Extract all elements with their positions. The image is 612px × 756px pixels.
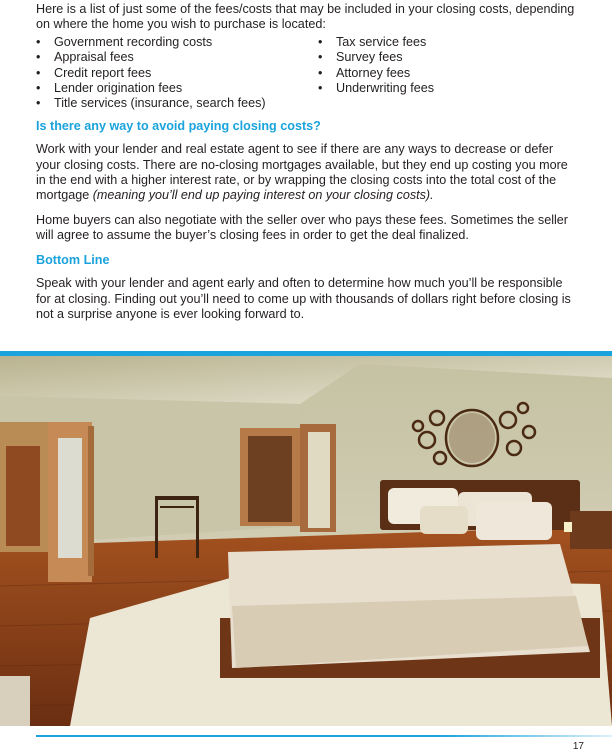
section-heading-avoid-costs: Is there any way to avoid paying closing costs? (36, 118, 321, 133)
bedroom-illustration (0, 356, 612, 726)
fee-item: • Lender origination fees (36, 81, 318, 96)
intro-paragraph: Here is a list of just some of the fees/costs that may be included in your closing costs, depending on where the home you wish to purchase is located: (36, 2, 575, 32)
fee-item: • Underwriting fees (318, 81, 434, 96)
paragraph-bottom-line: Speak with your lender and agent early and often to determine how much you’ll be responsible for at closing. Finding out you’ll need to come up with thousands of dollars right before closing is not a surprise anyone is ever looking forward to. (36, 276, 571, 321)
paragraph-lender (36, 142, 576, 204)
fee-item: • Tax service fees (318, 35, 434, 50)
page-number: 17 (572, 741, 584, 752)
paragraph-negotiate: Home buyers can also negotiate with the seller over who pays these fees. Sometimes the seller will agree to assume the buyer’s closing fees in order to get the deal finalized. (36, 212, 569, 243)
fees-list-left (36, 35, 318, 112)
paragraph-lender-text: Work with your lender and real estate agent to see if there are any ways to decrease or defer your closing costs. There are no-closing mortgages available, but they end up costing you more in the end with a higher interest rate, or by wrapping the closing costs into the total cost of the mortgage (36, 142, 568, 203)
page-content (36, 2, 576, 331)
fee-item: • Title services (insurance, search fees) (36, 96, 318, 111)
fee-item: • Government recording costs (36, 35, 318, 50)
paragraph-lender-italic: (meaning you’ll end up paying interest on your closing costs). (92, 188, 434, 203)
fee-item: • Survey fees (318, 50, 434, 65)
fee-item: • Attorney fees (318, 66, 434, 81)
fees-list (36, 35, 576, 112)
bedroom-photo (0, 351, 612, 726)
footer-rule (36, 735, 612, 737)
fees-list-right (318, 35, 434, 112)
fee-item: • Appraisal fees (36, 50, 318, 65)
section-heading-bottom-line: Bottom Line (36, 252, 110, 267)
fee-item: • Credit report fees (36, 66, 318, 81)
